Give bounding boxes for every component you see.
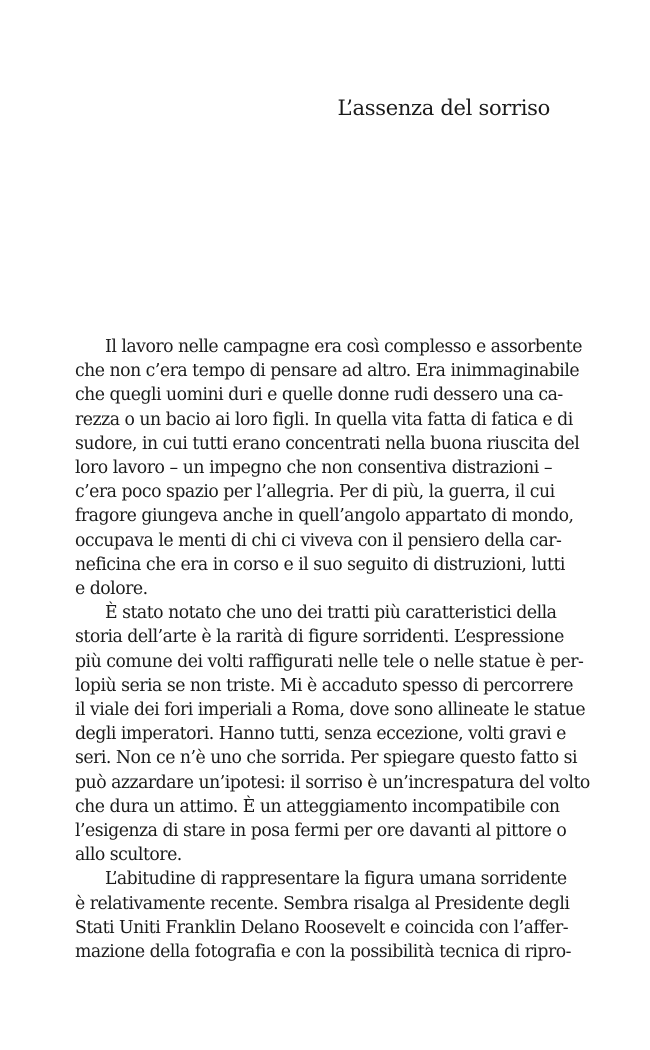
text-line: che quegli uomini duri e quelle donne rudi dessero una ca- <box>75 385 563 406</box>
text-line: l’esigenza di stare in posa fermi per ore davanti al pittore o <box>75 821 567 842</box>
text-line: occupava le menti di chi ci viveva con il pensiero della car- <box>75 530 562 551</box>
text-line: può azzardare un’ipotesi: il sorriso è un’increspatura del volto <box>75 772 590 793</box>
text-line: il viale dei fori imperiali a Roma, dove sono allineate le statue <box>75 700 586 721</box>
text-line: seri. Non ce n’è uno che sorrida. Per spiegare questo fatto si <box>75 748 577 769</box>
text-line: che dura un attimo. È un atteggiamento incompatibile con <box>75 796 560 817</box>
text-line: storia dell’arte è la rarità di figure sorridenti. L’espressione <box>75 627 564 648</box>
text-line: che non c’era tempo di pensare ad altro. Era inimmaginabile <box>75 361 580 382</box>
text-line: L’abitudine di rappresentare la figura umana sorridente <box>105 869 567 890</box>
text-line: c’era poco spazio per l’allegria. Per di più, la guerra, il cui <box>75 482 555 503</box>
body-text <box>75 335 590 964</box>
text-line: Stati Uniti Franklin Delano Roosevelt e coincida con l’affer- <box>75 917 569 938</box>
text-line: fragore giungeva anche in quell’angolo appartato di mondo, <box>75 506 574 527</box>
text-line: rezza o un bacio ai loro figli. In quella vita fatta di fatica e di <box>75 409 573 430</box>
text-line: È stato notato che uno dei tratti più caratteristici della <box>105 603 557 624</box>
text-line: è relativamente recente. Sembra risalga al Presidente degli <box>75 893 570 914</box>
text-line: e dolore. <box>75 579 148 600</box>
paragraph-2 <box>75 601 590 867</box>
text-line: lopiù seria se non triste. Mi è accaduto spesso di percorrere <box>75 675 574 696</box>
paragraph-3 <box>75 867 571 964</box>
paragraph-1 <box>75 335 582 601</box>
text-line: Il lavoro nelle campagne era così complesso e assorbente <box>105 337 582 357</box>
text-line: loro lavoro – un impegno che non consentiva distrazioni – <box>75 458 552 479</box>
text-line: mazione della fotografia e con la possibilità tecnica di ripro- <box>75 942 571 963</box>
text-line: sudore, in cui tutti erano concentrati nella buona riuscita del <box>75 433 580 454</box>
text-line: neficina che era in corso e il suo seguito di distruzioni, lutti <box>75 554 565 575</box>
text-line: allo scultore. <box>75 845 182 866</box>
chapter-title: L’assenza del sorriso <box>337 96 550 120</box>
text-line: degli imperatori. Hanno tutti, senza eccezione, volti gravi e <box>75 724 566 745</box>
text-line: più comune dei volti raffigurati nelle tele o nelle statue è per- <box>75 651 584 672</box>
